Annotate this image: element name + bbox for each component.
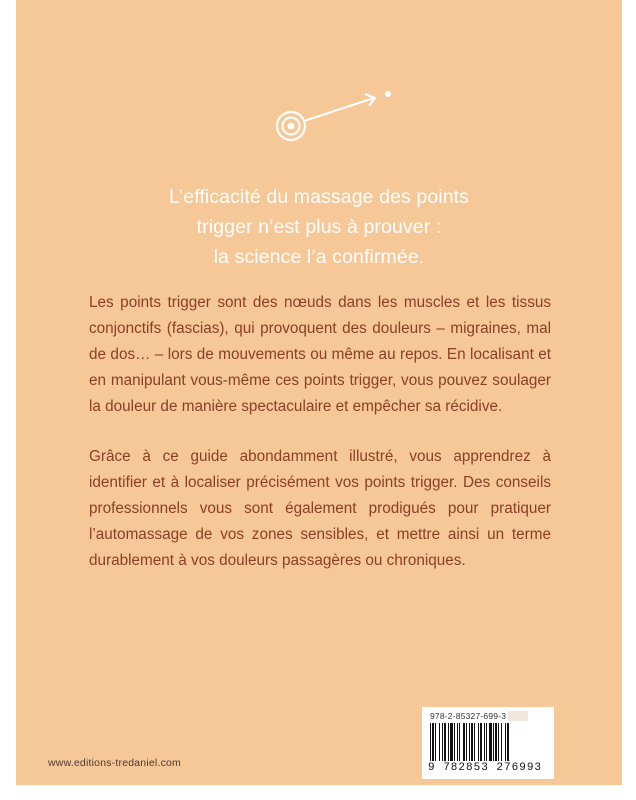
isbn-price-tab (508, 711, 528, 721)
isbn-barcode-block (422, 707, 554, 779)
body-paragraph-1: Les points trigger sont des nœuds dans les muscles et les tissus conjonctifs (fascias), qui provoquent des douleurs – migraines, mal de dos… – lors de mouvements ou même au repos. En localisant et en manipulant vous-même ces points trigger, vous pouvez soulager la douleur de manière spectaculaire et empêcher sa récidive. (89, 294, 551, 415)
publisher-website: www.editions-tredaniel.com (48, 757, 182, 769)
target-arrow-icon (264, 80, 404, 150)
body-paragraph-2: Grâce à ce guide abondamment illustré, vous apprendrez à identifier et à localiser précisément vos points trigger. Des conseils professionnels vous sont également prodigués pour pratiquer l’automassage de vos zones sensibles, et mettre ainsi un terme durablement à vos douleurs passagères ou chroniques. (89, 448, 551, 569)
isbn-label: 978-2-85327-699-3 (430, 711, 507, 721)
headline-line-3: la science l’a confirmée. (213, 246, 425, 268)
headline (56, 182, 582, 272)
headline-line-2: trigger n’est plus à prouver : (196, 216, 442, 238)
back-cover (16, 0, 622, 785)
barcode-digits: 9 782853 276993 (428, 762, 543, 774)
barcode (428, 723, 546, 761)
headline-line-1: L’efficacité du massage des points (168, 186, 470, 208)
